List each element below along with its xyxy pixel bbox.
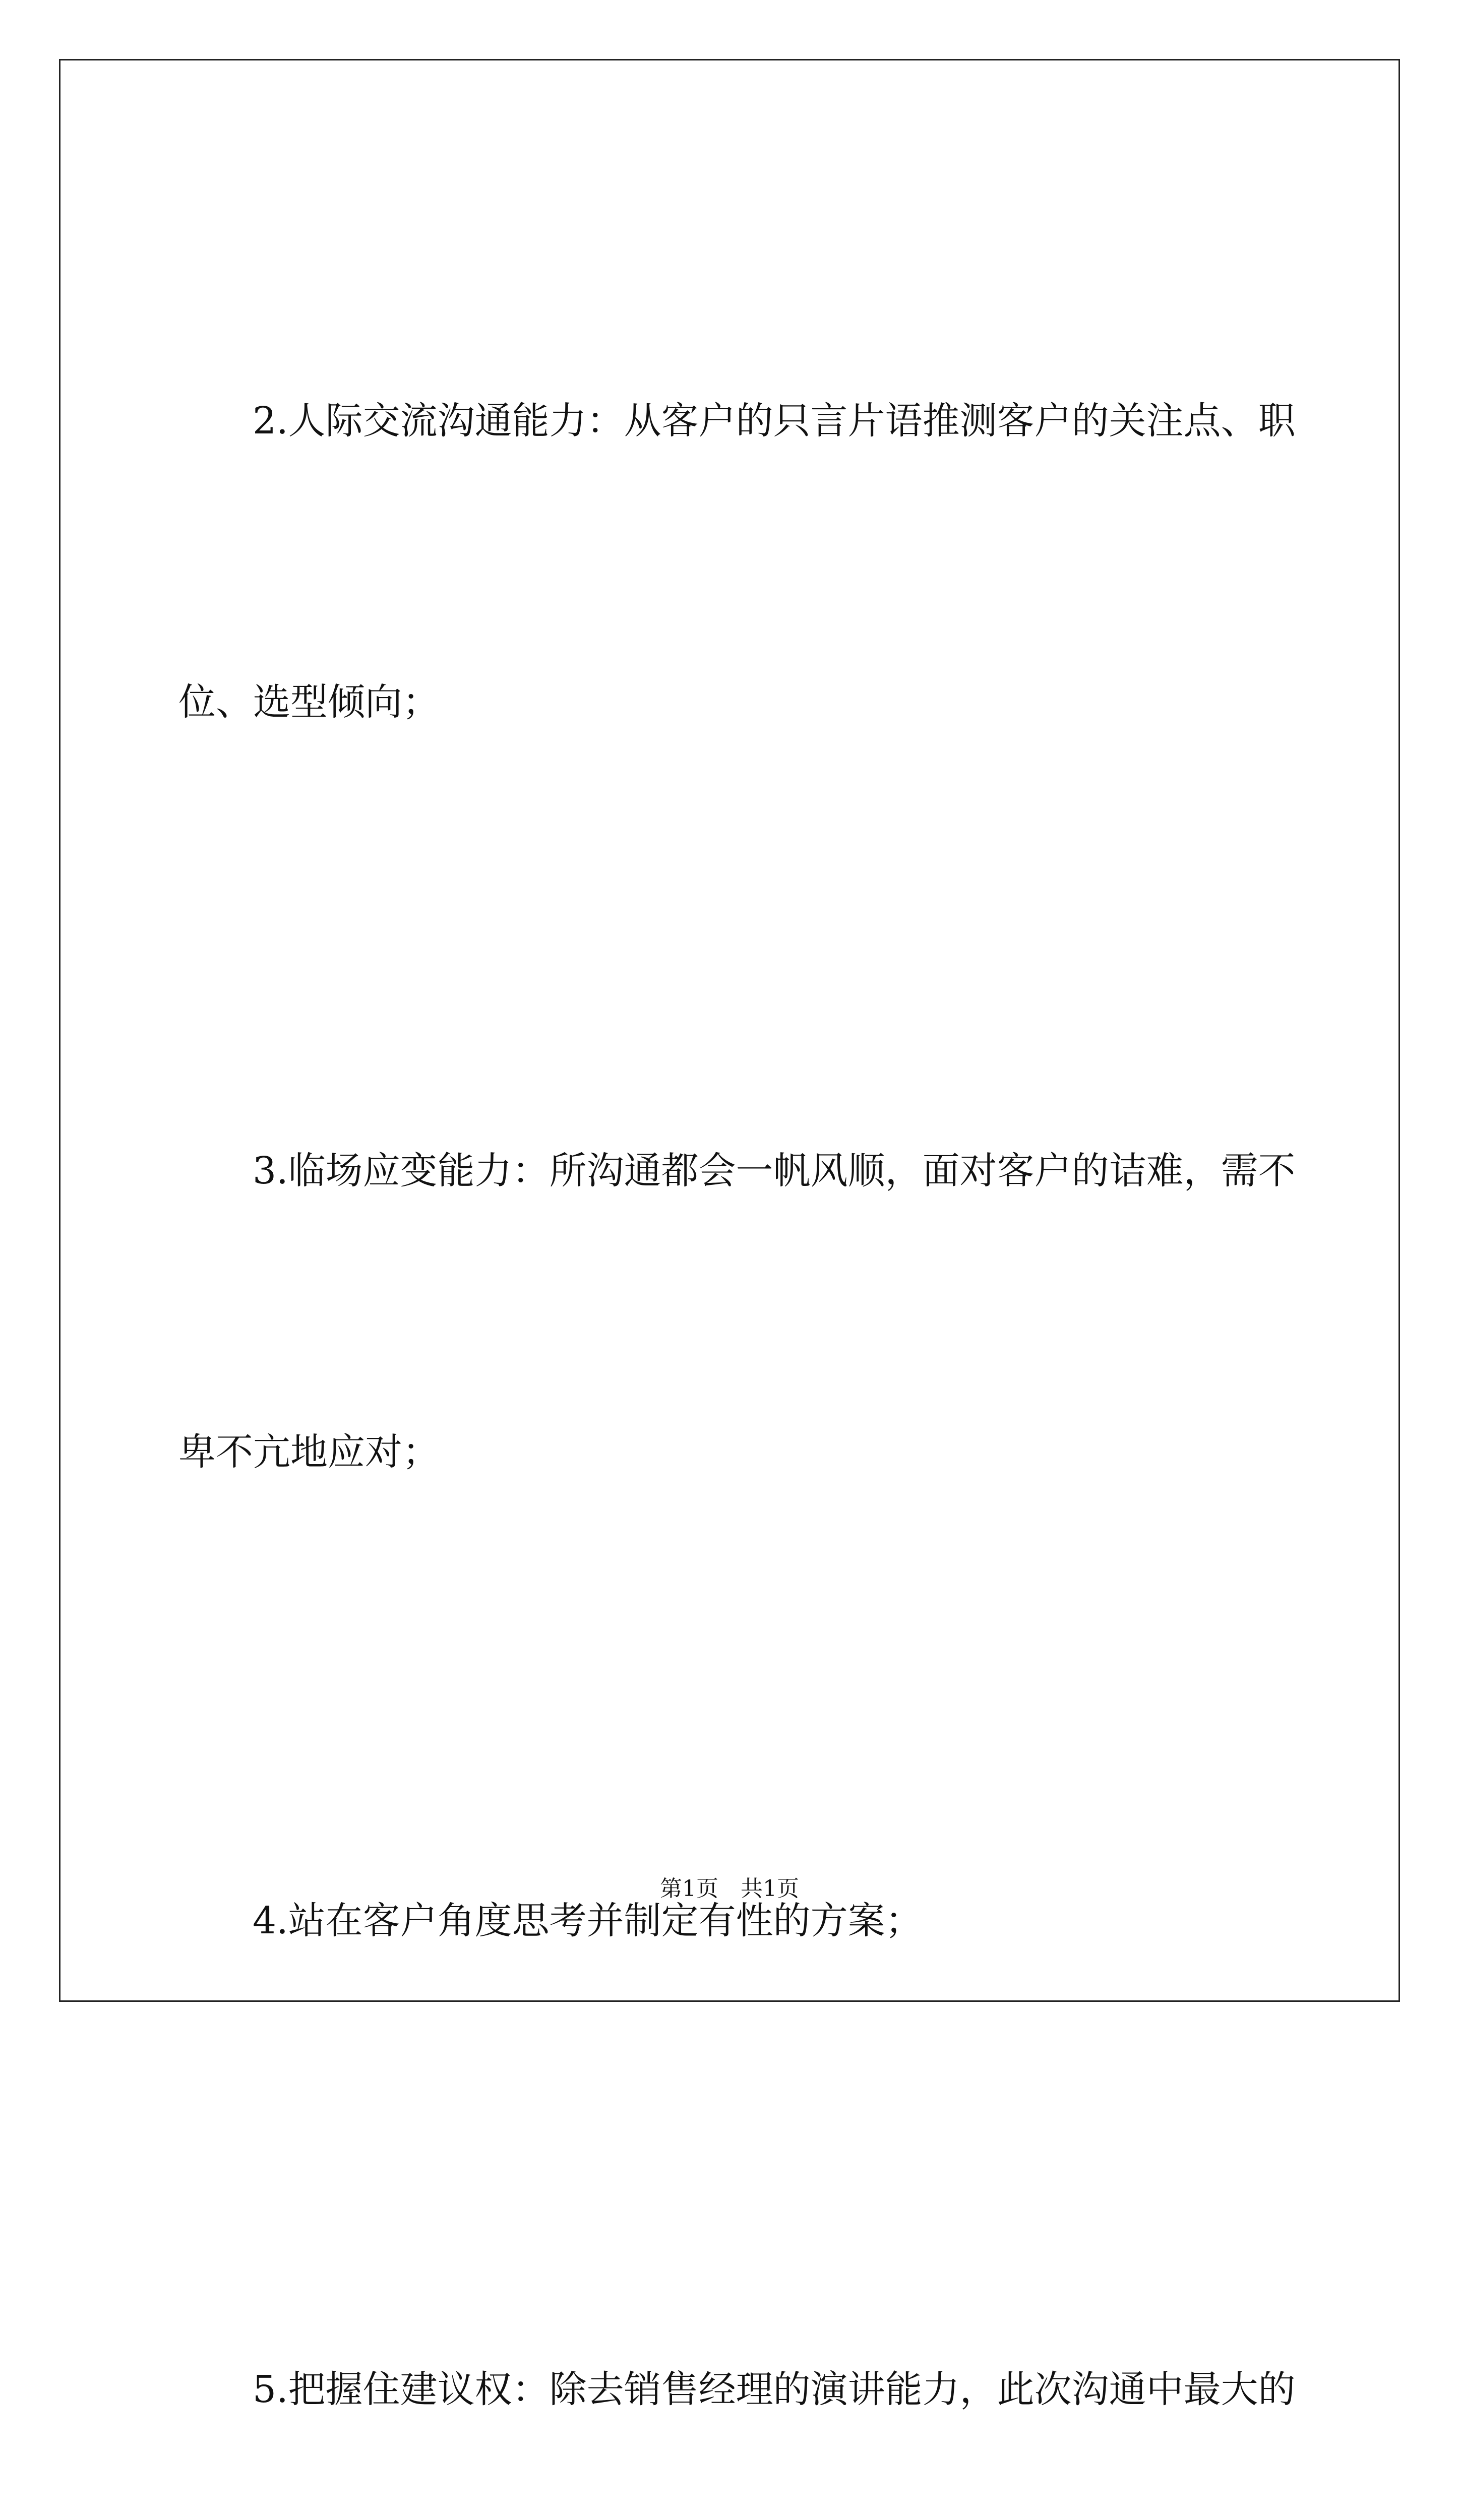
text-line: 2.人际交流沟通能力：从客户的只言片语推测客户的关注点、职 (253, 399, 1296, 443)
paragraph (178, 936, 1308, 1686)
text-line: 5.把握住建议权：除去销售经理的演讲能力，此次沟通中最大的 (253, 2368, 1296, 2411)
document-body (178, 186, 1308, 2520)
paragraph (178, 2155, 1308, 2520)
paragraph (178, 186, 1308, 936)
text-line: 3.临场应变能力：所沟通都会一帆风顺，面对客户的诘难，需不 (253, 1149, 1296, 1192)
text-line: 卑不亢地应对； (178, 1430, 440, 1474)
text-line: 4.站在客户角度思考并制定有性的方案； (253, 1899, 923, 1942)
paragraph (178, 1686, 1308, 2155)
text-line: 位、选型倾向； (178, 680, 440, 724)
page-footer: 第1页 共1页 (660, 1876, 799, 1902)
